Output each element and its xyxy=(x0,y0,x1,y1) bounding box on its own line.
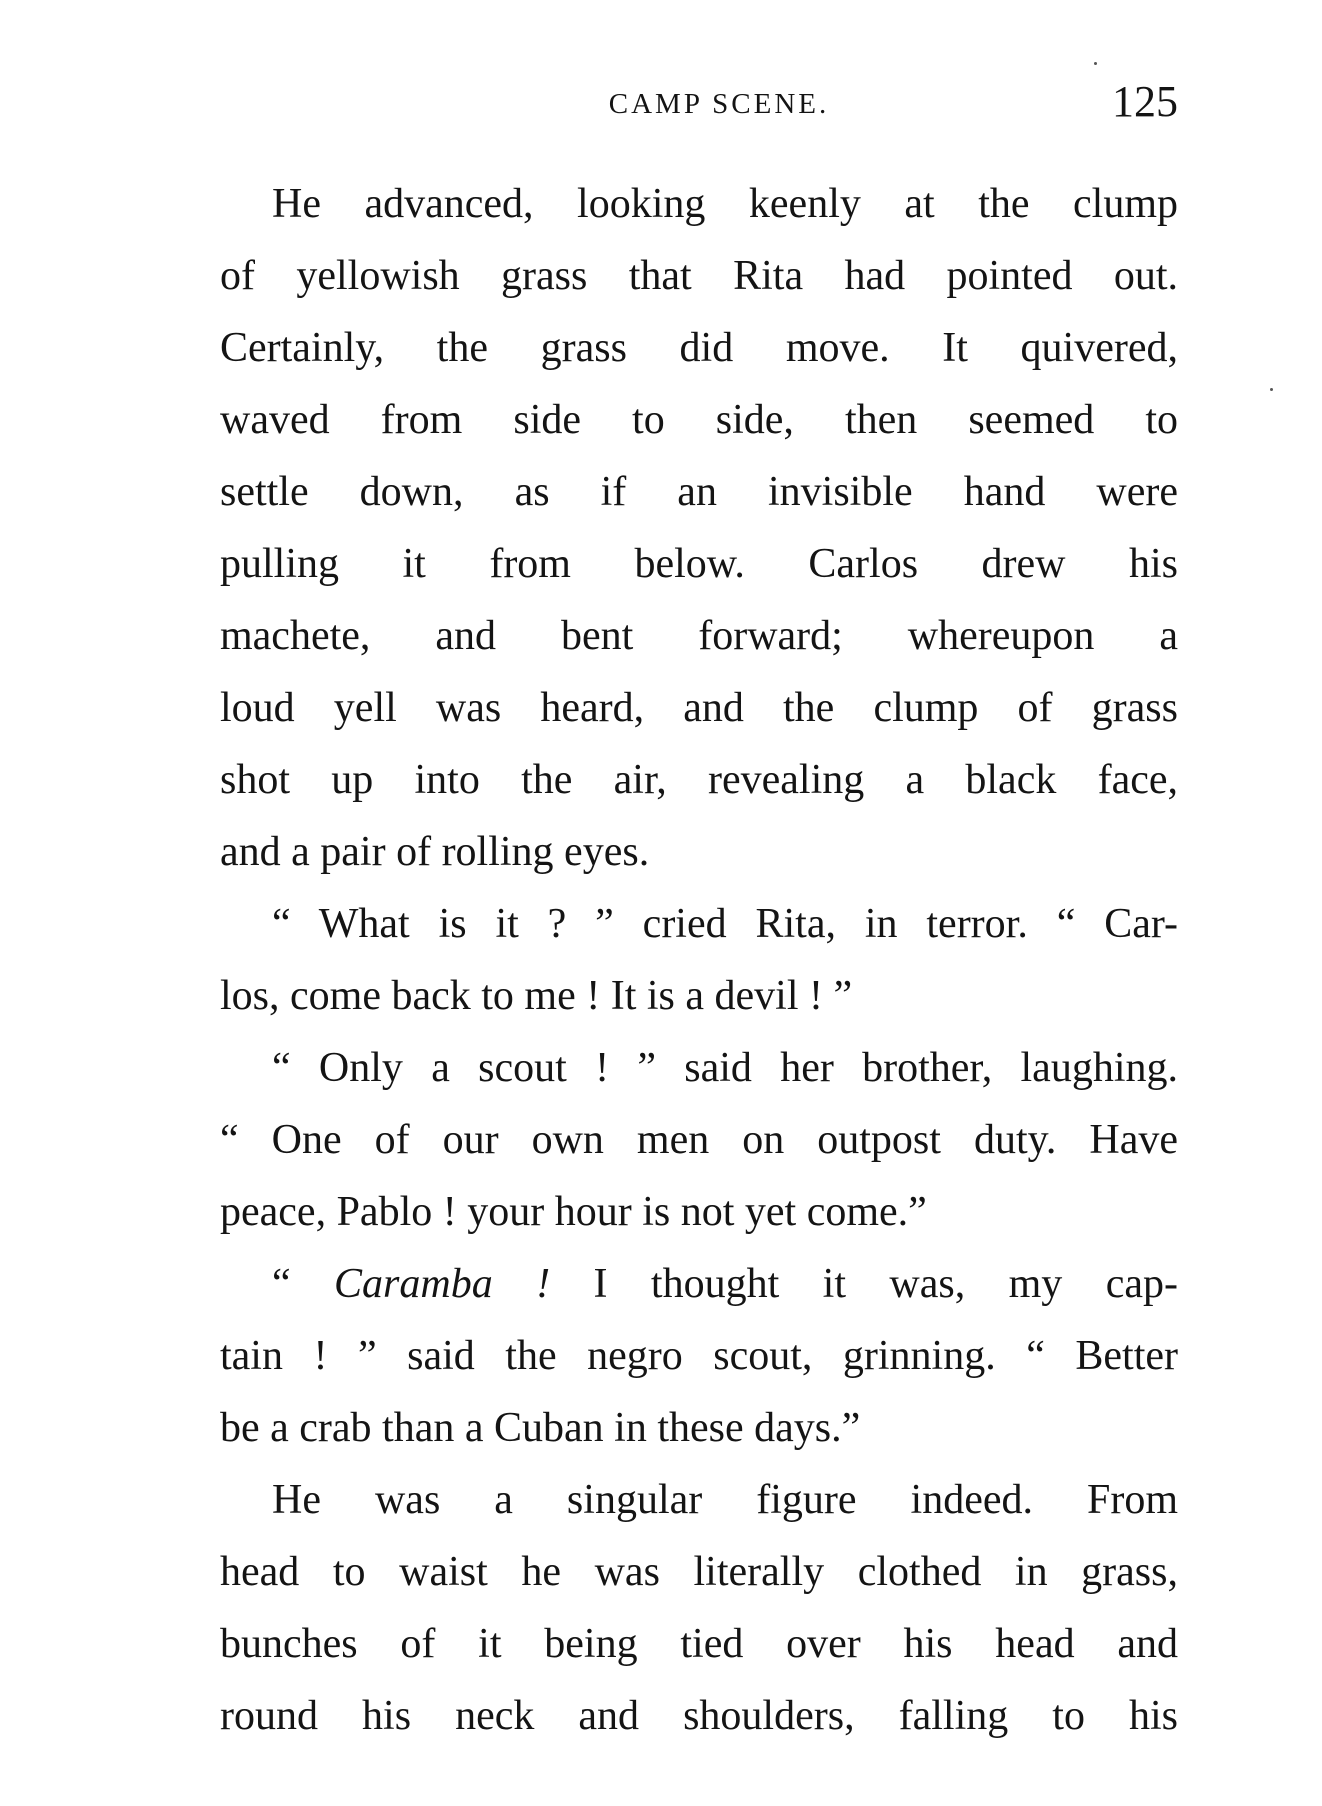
text-line: loud yell was heard, and the clump of grass xyxy=(220,685,1178,731)
text-line: “ Only a scout ! ” said her brother, laughing. xyxy=(272,1045,1178,1091)
text-line: bunches of it being tied over his head and xyxy=(220,1621,1178,1667)
body-text xyxy=(220,168,1178,1752)
text-line: machete, and bent forward; whereupon a xyxy=(220,613,1178,659)
text-line: He advanced, looking keenly at the clump xyxy=(272,181,1178,227)
scan-speck xyxy=(1270,388,1273,391)
text-line: shot up into the air, revealing a black face, xyxy=(220,757,1178,803)
text-line: settle down, as if an invisible hand were xyxy=(220,469,1178,515)
text-line: los, come back to me ! It is a devil ! ” xyxy=(220,973,853,1019)
paragraph-4 xyxy=(220,1248,1178,1464)
page-number: 125 xyxy=(1112,77,1178,126)
running-head xyxy=(220,76,1178,136)
text-line: waved from side to side, then seemed to xyxy=(220,397,1178,443)
text-line: “ What is it ? ” cried Rita, in terror. “ Car- xyxy=(272,901,1178,947)
italic-word: Caramba ! xyxy=(334,1261,551,1307)
text-line: He was a singular figure indeed. From xyxy=(272,1477,1178,1523)
text-line: tain ! ” said the negro scout, grinning. “ Better xyxy=(220,1333,1178,1379)
open-quote: “ xyxy=(272,1261,335,1307)
scan-speck xyxy=(1094,62,1097,65)
text-line: of yellowish grass that Rita had pointed out. xyxy=(220,253,1178,299)
text-line: Certainly, the grass did move. It quivered, xyxy=(220,325,1178,371)
text-line: and a pair of rolling eyes. xyxy=(220,829,650,875)
paragraph-2 xyxy=(220,888,1178,1032)
text-line: pulling it from below. Carlos drew his xyxy=(220,541,1178,587)
text-line: be a crab than a Cuban in these days.” xyxy=(220,1405,861,1451)
text-line: “ One of our own men on outpost duty. Have xyxy=(220,1117,1178,1163)
paragraph-1 xyxy=(220,168,1178,888)
text-line: head to waist he was literally clothed in grass, xyxy=(220,1549,1178,1595)
paragraph-3 xyxy=(220,1032,1178,1248)
text-line: round his neck and shoulders, falling to his xyxy=(220,1693,1178,1739)
text-line-first xyxy=(220,1248,1178,1320)
line-rest: I thought it was, my cap- xyxy=(550,1261,1178,1307)
text-line: peace, Pablo ! your hour is not yet come.” xyxy=(220,1189,927,1235)
paragraph-5 xyxy=(220,1464,1178,1752)
running-title: CAMP SCENE. xyxy=(608,88,830,120)
